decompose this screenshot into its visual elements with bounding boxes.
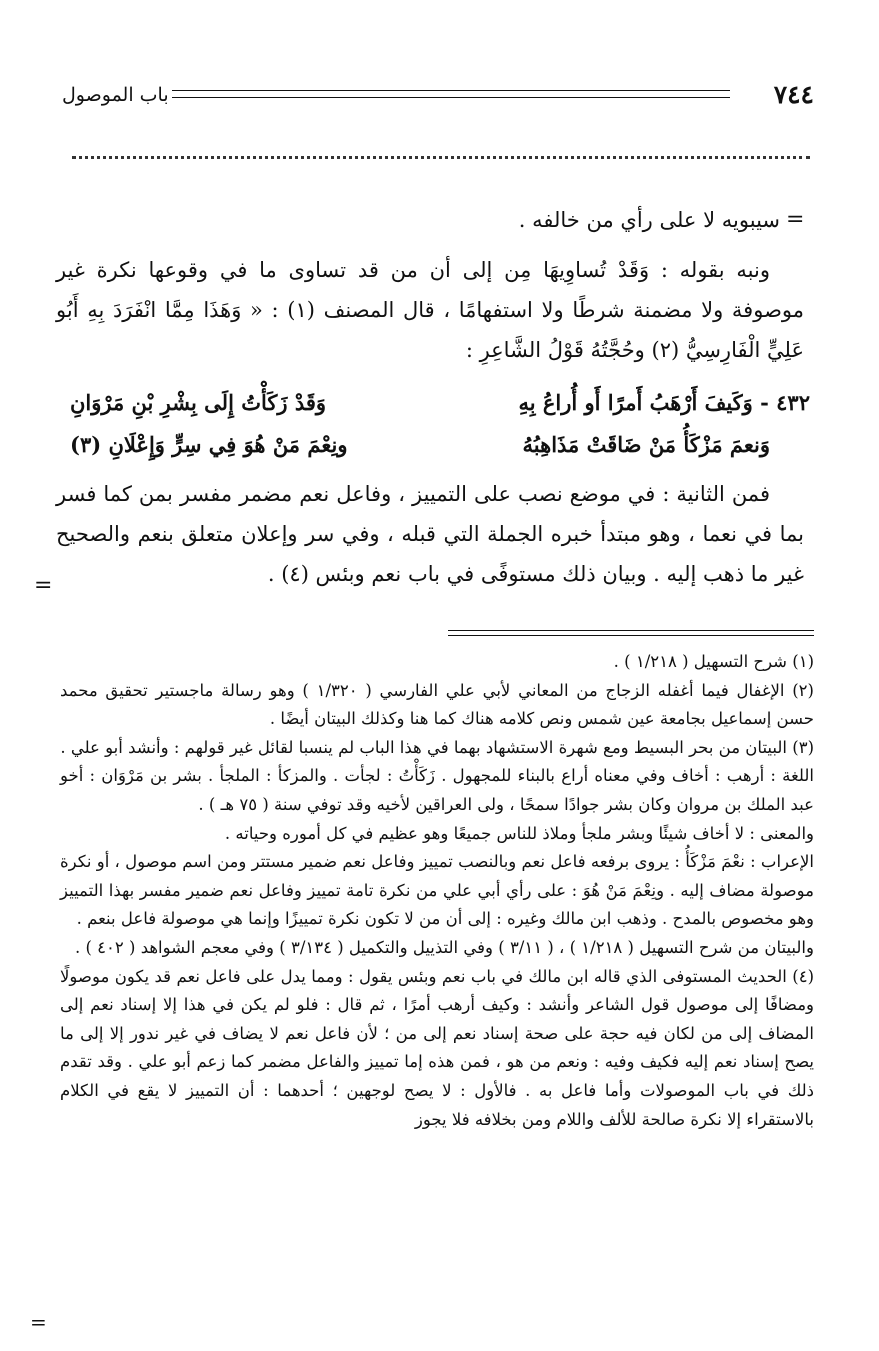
paragraph-continuation: سيبويه لا على رأي من خالفه . xyxy=(518,208,780,232)
continuation-mark-top: = xyxy=(786,207,805,232)
verse-line-1 xyxy=(70,382,810,424)
verse-line-1-first-hemistich: ٤٣٢ - وَكَيفَ أَرْهَبُ أَمرًا أَو أُراعُ بِهِ xyxy=(518,390,810,415)
footnote-3-meaning: والمعنى : لا أخاف شيئًا وبشر ملجأ وملاذ للناس جميعًا وهو عظيم في كل أموره وحياته . xyxy=(224,823,814,843)
continuation-mark-footnote: = xyxy=(30,1310,47,1334)
chapter-title: باب الموصول xyxy=(62,84,169,106)
verse-line-1-second-hemistich: وَقَدْ زَكَأْتُ إِلَى بِشْرِ بْنِ مَرْوَانِ xyxy=(70,390,327,415)
footnote-4: (٤) الحديث المستوفى الذي قاله ابن مالك في باب نعم وبئس يقول : ومما يدل على فاعل نعم قد يكون موصولًا ومضافًا إلى موصول قول الشاعر وأنشد : وكيف أرهب أمرًا ، ثم قال : فلو لم يكن في هذا إلا إسناد نعم إلى المضاف إلى من لكان فيه حجة على صحة إسناد نعم إلى من ؛ لأن فاعل نعم لا يضاف في غير ندور إلا إلى ما يصح إسناد نعم إليه فكيف وفيه : ونعم من هو ، فمن هذه إما تمييز والفاعل مضمر كما زعم أبو علي . وقد تقدم ذلك في باب الموصولات وأما فاعل به . فالأول : لا يصح لوجهين ؛ أحدهما : أن التمييز لا يقع في الكلام بالاستقراء إلا نكرة صالحة للألف واللام ومن بخلافه فلا يجوز xyxy=(60,966,814,1129)
paragraph-intro: ونبه بقوله : وَقَدْ تُساوِيهَا مِن إلى أن من قد تساوى ما في وقوعها نكرة غير موصوفة ولا مضمنة شرطًا ولا استفهامًا ، قال المصنف (١) : « وَهَذَا مِمَّا انْفَرَدَ بِهِ أَبُو عَلِيٍّ الْفَارِسِيُّ (٢) وحُجَّتُهُ قَوْلُ الشَّاعِرِ : xyxy=(56,258,804,362)
dotted-separator xyxy=(72,156,810,159)
header-double-rule xyxy=(172,90,730,98)
footnote-3-vocabulary: اللغة : أرهب : أخاف وفي معناه أراع بالبناء للمجهول . زَكَأْتُ : لجأت . والمزكأ : الملجأ . بشر بن مَرْوَان : أخو عبد الملك بن مروان وكان بشر جوادًا سمحًا ، ولى العراقين لأخيه وقد توفي سنة ( ٧٥ هـ ) . xyxy=(60,766,814,814)
footnote-rule xyxy=(448,630,814,636)
poem-verse xyxy=(70,382,810,466)
footnote-1: (١) شرح التسهيل ( ١/٢١٨ ) . xyxy=(613,652,814,671)
paragraph-analysis: فمن الثانية : في موضع نصب على التمييز ، وفاعل نعم مضمر مفسر بمن كما فسر بما في نعما ، وهو مبتدأ خبره الجملة التي قبله ، وفي سر وإعلان متعلق بنعم والصحيح غير ما ذهب إليه . وبيان ذلك مستوفًى في باب نعم وبئس (٤) . xyxy=(56,482,804,586)
footnote-3-grammar: الإعراب : نعْمَ مَزْكَأُ : يروى برفعه فاعل نعم وبالنصب تمييز وفاعل نعم ضمير مستتر ومن اسم موصول ، أو نكرة موصولة مضاف إليه . ونِعْمَ مَنْ هُوَ : على رأي أبي علي من نكرة تامة تمييز وفاعل نعم ضمير مفسر بهذا التمييز وهو مخصوص بالمدح . وذهب ابن مالك وغيره : إلى أن من لا تكون نكرة تمييزًا وإنما هي موصولة فاعل بنعم . xyxy=(60,852,814,929)
verse-line-2 xyxy=(70,424,810,466)
continuation-mark-bottom: = xyxy=(34,573,53,598)
verse-line-2-first-hemistich: وَنعمَ مَزْكَأُ مَنْ ضَاقَتْ مَذَاهِبُهُ xyxy=(522,432,770,457)
page-header xyxy=(62,78,814,112)
footnotes xyxy=(60,648,814,1134)
footnote-3-sources: والبيتان من شرح التسهيل ( ١/٢١٨ ) ، ( ٣/١١ ) وفي التذييل والتكميل ( ٣/١٣٤ ) وفي معجم الشواهد ( ٤٠٢ ) . xyxy=(75,937,814,957)
verse-number: ٤٣٢ - xyxy=(760,390,810,415)
verse-line-2-second-hemistich: ونِعْمَ مَنْ هُوَ فِي سِرٍّ وَإِعْلَانِ (٣) xyxy=(70,432,348,457)
page-number: ٧٤٤ xyxy=(773,80,814,109)
footnote-3: (٣) البيتان من بحر البسيط ومع شهرة الاستشهاد بهما في هذا الباب لم ينسبا لقائل غير قولهم : وأنشد أبو علي . xyxy=(60,737,814,757)
footnote-2: (٢) الإغفال فيما أغفله الزجاج من المعاني لأبي علي الفارسي ( ١/٣٢٠ ) وهو رسالة ماجستير تحقيق محمد حسن إسماعيل بجامعة عين شمس ونص كلامه هناك كما هنا وكذلك البيتان أيضًا . xyxy=(60,680,814,729)
